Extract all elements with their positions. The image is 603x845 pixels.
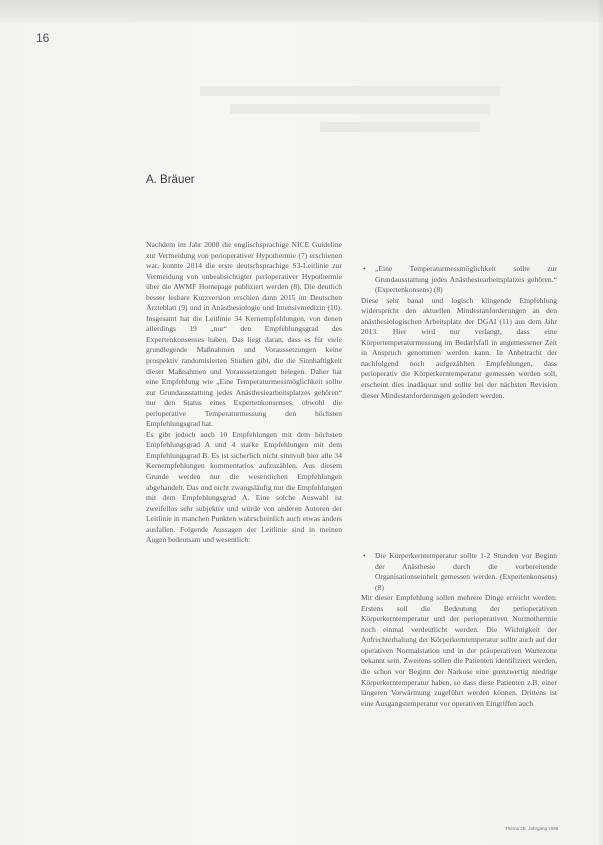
faded-title-line [230, 104, 490, 114]
left-column [146, 240, 342, 546]
right-column-bottom [361, 551, 557, 709]
body-paragraph: Diese sehr banal und logisch klingende Empfehlung widerspricht den aktuellen Mindestanforderungen an den anästhesiologischen Arbeitsplatz der DGAI (11) aus dem Jahr 2013. Hier wird nur verlangt, dass eine Körpertemperaturmessung im Bedarfsfall in angemessener Zeit in Anspruch genommen werden kann. In Anbetracht der nachfolgend noch aufgezählten Empfehlungen, dass perioperativ die Körperkerntemperatur gemessen werden soll, erscheint dies inadäquat und sollte bei der nächsten Revision dieser Mindestanforderungen geändert werden. [361, 295, 557, 400]
body-paragraph: Mit dieser Empfehlung sollen mehrere Dinge erreicht werden: Erstens soll die Bedeutung der perioperativen Körperkerntemperatur und der perioperativen Normothermie noch einmal verdeutlicht werden. Die Wichtigkeit der Aufrechterhaltung der Körperkerntemperatur sollte auch auf der operativen Normalstation und in der präoperativen Wartezone bekannt sein. Zweitens sollen die Patienten identifiziert werden, die schon vor Beginn der Narkose eine grenzwertig niedrige Körperkerntemperatur haben, so dass diese Patienten z.B. einer längeren Vorwärmung zugeführt werden können. Drittens ist eine Ausgangstemperatur vor operativen Eingriffen auch [361, 593, 557, 708]
author-name: A. Bräuer [146, 174, 195, 186]
page-edge-shadow [597, 0, 603, 845]
page-footer: Thema 2B, Jahrgang 1998 [505, 826, 559, 831]
recommendation-bullet: • „Eine Temperaturmessmöglichkeit sollte zur Grundausstattung jedes Anästhesiearbeitsplatzes gehören.“ (Expertenkonsens) (8) [361, 264, 557, 296]
faded-title-line [200, 86, 500, 96]
body-paragraph: Nachdem im Jahr 2008 die englischsprachige NICE Guideline zur Vermeidung von perioperativer Hypothermie (7) erschienen war, konnte 2014 die erste deutschsprachige S3-Leitlinie zur Vermeidung von unbeabsichtigter perioperativer Hypothermie über die AWMF Homepage publiziert werden (8). Die deutlich besser lesbare Kurzversion erschien dann 2015 im Deutschen Ärzteblatt (9) und in Anästhesiologie und Intensivmedizin (10). Insgesamt hat die Leitlinie 34 Kernempfehlungen, von denen allerdings 19 „nur“ den Empfehlungsgrad des Expertenkonsenses haben. Das liegt daran, dass es für viele grundlegende Maßnahmen und Voraussetzungen keine prospektiv randomisierten Studien gibt, die die Sinnhaftigkeit dieser Maßnahmen und Voraussetzungen belegen. Daher hat eine Empfehlung wie „Eine Temperaturmessmöglichkeit sollte zur Grundausstattung jedes Anästhesiearbeitsplatzes gehören“ nur den Status eines Expertenkonsenses, obwohl die perioperative Temperaturmessung den höchsten Empfehlungsgrad hat. [146, 240, 342, 429]
right-column-top [361, 264, 557, 401]
faded-title-line [320, 122, 480, 132]
page-number: 16 [36, 31, 50, 45]
page-top-strip [0, 0, 603, 22]
recommendation-bullet: • Die Körperkerntemperatur sollte 1-2 Stunden vor Beginn der Anästhesie durch die vorbereitende Organisationseinheit gemessen werden. (Expertenkonsens) (8) [361, 551, 557, 593]
body-paragraph: Es gibt jedoch auch 10 Empfehlungen mit dem höchsten Empfehlungsgrad A und 4 starke Empfehlungen mit dem Empfehlungsgrad B. Es ist sicherlich nicht sinnvoll hier alle 34 Kernempfehlungen kommentarlos aufzuzählen. Aus diesem Grunde werden nur die wesentlichen Empfehlungen abgehandelt. Das und nicht zwangsläufig nur die Empfehlungen mit dem Empfehlungsgrad A. Eine solche Auswahl ist zweifellos sehr subjektiv und würde von anderen Autoren der Leitlinie in manchen Punkten wahrscheinlich auch etwas anders ausfallen. Folgende Aussagen der Leitlinie sind in meinen Augen bedeutsam und wesentlich: [146, 429, 342, 545]
